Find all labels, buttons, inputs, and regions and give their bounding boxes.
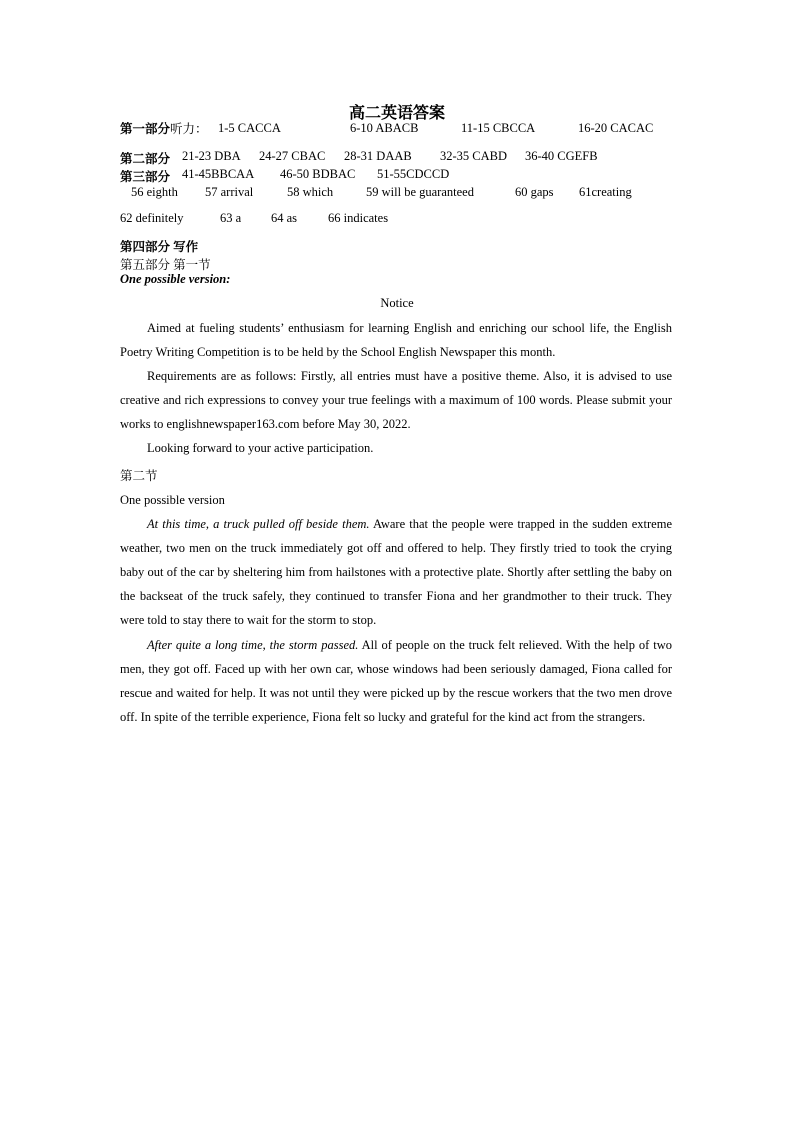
- notice-paragraph: Requirements are as follows: Firstly, all entries must have a positive theme. Also, it is advised to use creative and rich expressions to convey your true feelings with a maximum of 100 words. Please submit your works to englishnewspaper163.com before May 30, 2022.: [120, 369, 672, 431]
- story-opening-sentence: After quite a long time, the storm passed.: [147, 638, 359, 652]
- part3-answer: 41-45BBCAA: [182, 167, 255, 181]
- part1-answer: 11-15 CBCCA: [461, 121, 536, 135]
- part5-label: 第五部分 第一节: [120, 258, 211, 272]
- part2-answer: 32-35 CABD: [440, 149, 508, 163]
- part2-label: 第二部分: [120, 152, 171, 166]
- fill-answer: 66 indicates: [328, 211, 389, 225]
- section2-version-label: One possible version: [120, 493, 225, 507]
- notice-title: Notice: [380, 296, 414, 310]
- fill-answer: 58 which: [287, 185, 334, 199]
- story-paragraph: [120, 512, 672, 632]
- fill-answer: 57 arrival: [205, 185, 254, 199]
- part2-answer: 21-23 DBA: [182, 149, 241, 163]
- story-opening-sentence: At this time, a truck pulled off beside them.: [147, 517, 370, 531]
- fill-answer: 61creating: [579, 185, 632, 199]
- part1-line: [120, 121, 208, 137]
- notice-paragraph: Looking forward to your active participation.: [147, 441, 374, 455]
- page-title: 高二英语答案: [348, 105, 445, 122]
- version-label: One possible version:: [120, 272, 231, 286]
- part2-answer: 28-31 DAAB: [344, 149, 412, 163]
- part1-answer: 6-10 ABACB: [350, 121, 419, 135]
- part2-answer: 24-27 CBAC: [259, 149, 326, 163]
- fill-answer: 56 eighth: [131, 185, 178, 199]
- part4-label: 第四部分 写作: [120, 240, 199, 254]
- part3-answer: 46-50 BDBAC: [280, 167, 356, 181]
- fill-answer: 63 a: [220, 211, 242, 225]
- notice-paragraph: Aimed at fueling students’ enthusiasm for learning English and enriching our school life, the English Poetry Writing Competition is to be held by the School English Newspaper this month.: [120, 321, 672, 359]
- part1-answer: 1-5 CACCA: [218, 121, 281, 135]
- story-paragraph: [120, 633, 672, 729]
- part3-label: 第三部分: [120, 170, 171, 184]
- part3-answer: 51-55CDCCD: [377, 167, 450, 181]
- fill-answer: 59 will be guaranteed: [366, 185, 474, 199]
- fill-answer: 64 as: [271, 211, 298, 225]
- section2-label: 第二节: [120, 469, 158, 483]
- part2-answer: 36-40 CGEFB: [525, 149, 598, 163]
- fill-answer: 60 gaps: [515, 185, 554, 199]
- part1-label-rest: 听力：: [170, 122, 208, 136]
- part1-answer: 16-20 CACAC: [578, 121, 654, 135]
- story-text: All of people on the truck felt relieved. With the help of two men, they got off. Faced up with her own car, whose windows had been seriously damaged, Fiona called for rescue and waited for help. It was not until they were picked up by the rescue workers that the two men drove off. In spite of the terrible experience, Fiona felt so lucky and grateful for the kind act from the strangers.: [120, 638, 672, 724]
- story-text: Aware that the people were trapped in the sudden extreme weather, two men on the truck immediately got off and offered to help. They firstly tried to took the crying baby out of the car by sheltering him from hailstones with a protective plate. Shortly after settling the baby on the backseat of the truck safely, they continued to transfer Fiona and her grandmother to their truck. They were told to stay there to wait for the storm to stop.: [120, 517, 672, 627]
- fill-answer: 62 definitely: [120, 211, 184, 225]
- part1-label: 第一部分: [120, 122, 171, 136]
